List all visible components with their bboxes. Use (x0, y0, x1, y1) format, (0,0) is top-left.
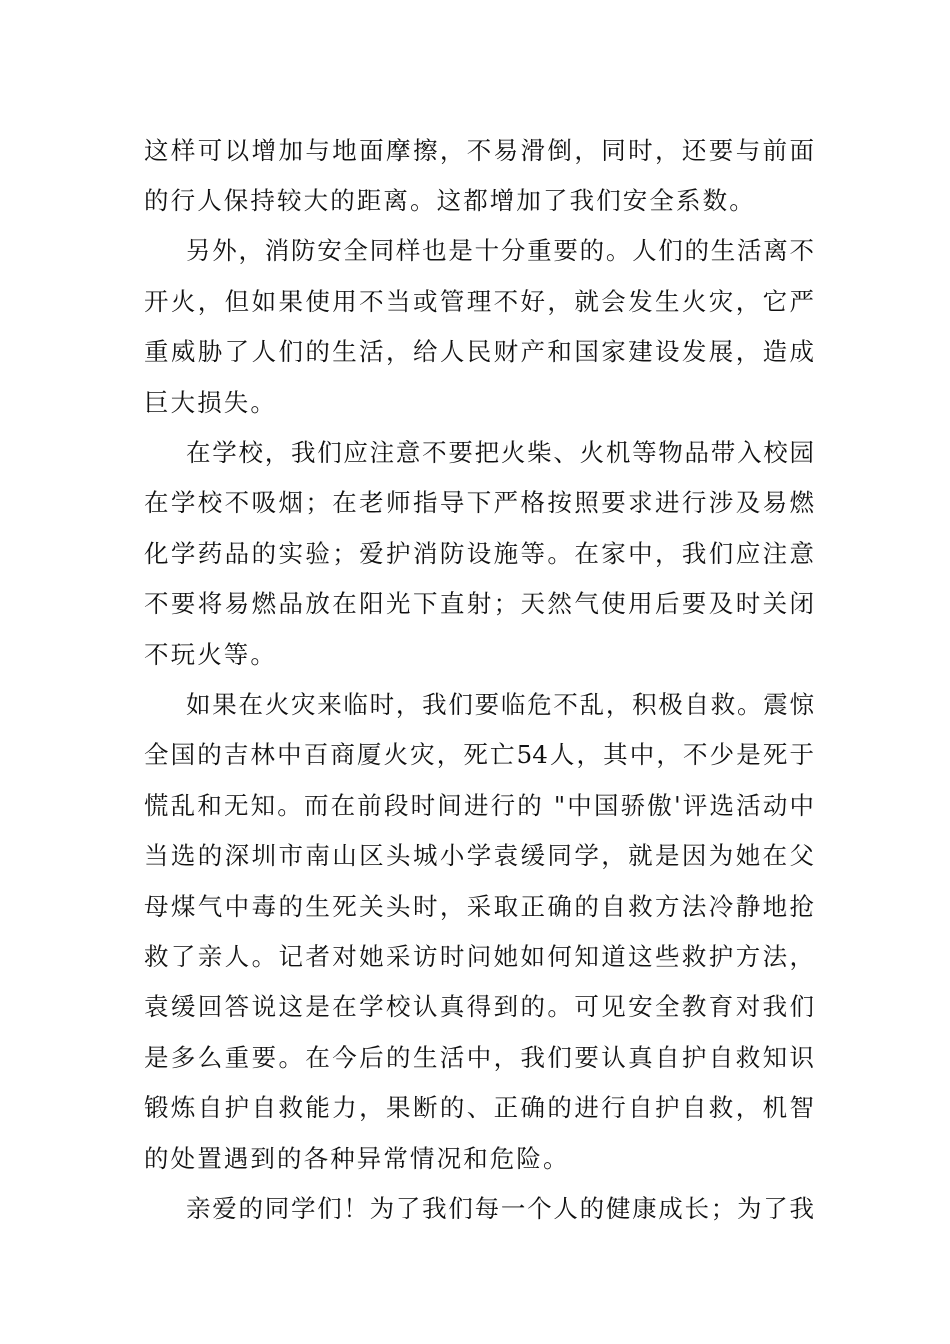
text-line: 这样可以增加与地面摩擦，不易滑倒，同时，还要与前面 (144, 136, 814, 165)
paragraph-first-line: 另外，消防安全同样也是十分重要的。人们的生活离不 (186, 236, 814, 265)
text-line: 慌乱和无知。而在前段时间进行的 "中国骄傲'评选活动中 (144, 791, 814, 820)
text-line: 的处置遇到的各种异常情况和危险。 (144, 1144, 570, 1173)
text-line: 化学药品的实验；爱护消防设施等。在家中，我们应注意 (144, 539, 814, 568)
text-line: 巨大损失。 (144, 388, 277, 417)
text-line: 救了亲人。记者对她采访时问她如何知道这些救护方法， (144, 942, 814, 971)
text-line: 的行人保持较大的距离。这都增加了我们安全系数。 (144, 186, 756, 215)
text-line: 开火，但如果使用不当或管理不好，就会发生火灾，它严 (144, 287, 814, 316)
text-line: 重威胁了人们的生活，给人民财产和国家建设发展，造成 (144, 337, 814, 366)
text-line: 母煤气中毒的生死关头时，采取正确的自救方法冷静地抢 (144, 892, 814, 921)
text-line: 是多么重要。在今后的生活中，我们要认真自护自救知识 (144, 1043, 814, 1072)
text-line: 锻炼自护自救能力，果断的、正确的进行自护自救，机智 (144, 1093, 814, 1122)
text-line: 不要将易燃品放在阳光下直射；天然气使用后要及时关闭 (144, 589, 814, 618)
text-line: 在学校不吸烟；在老师指导下严格按照要求进行涉及易燃 (144, 488, 814, 517)
paragraph-first-line: 在学校，我们应注意不要把火柴、火机等物品带入校园 (186, 438, 814, 467)
text-line: 当选的深圳市南山区头城小学袁缓同学，就是因为她在父 (144, 841, 814, 870)
text-line: 全国的吉林中百商厦火灾，死亡54人，其中，不少是死于 (144, 740, 814, 769)
paragraph-first-line: 如果在火灾来临时，我们要临危不乱，积极自救。震惊 (186, 690, 814, 719)
text-line: 袁缓回答说这是在学校认真得到的。可见安全教育对我们 (144, 992, 814, 1021)
paragraph-first-line: 亲爱的同学们！为了我们每一个人的健康成长；为了我 (186, 1194, 814, 1223)
text-line: 不玩火等。 (144, 640, 277, 669)
